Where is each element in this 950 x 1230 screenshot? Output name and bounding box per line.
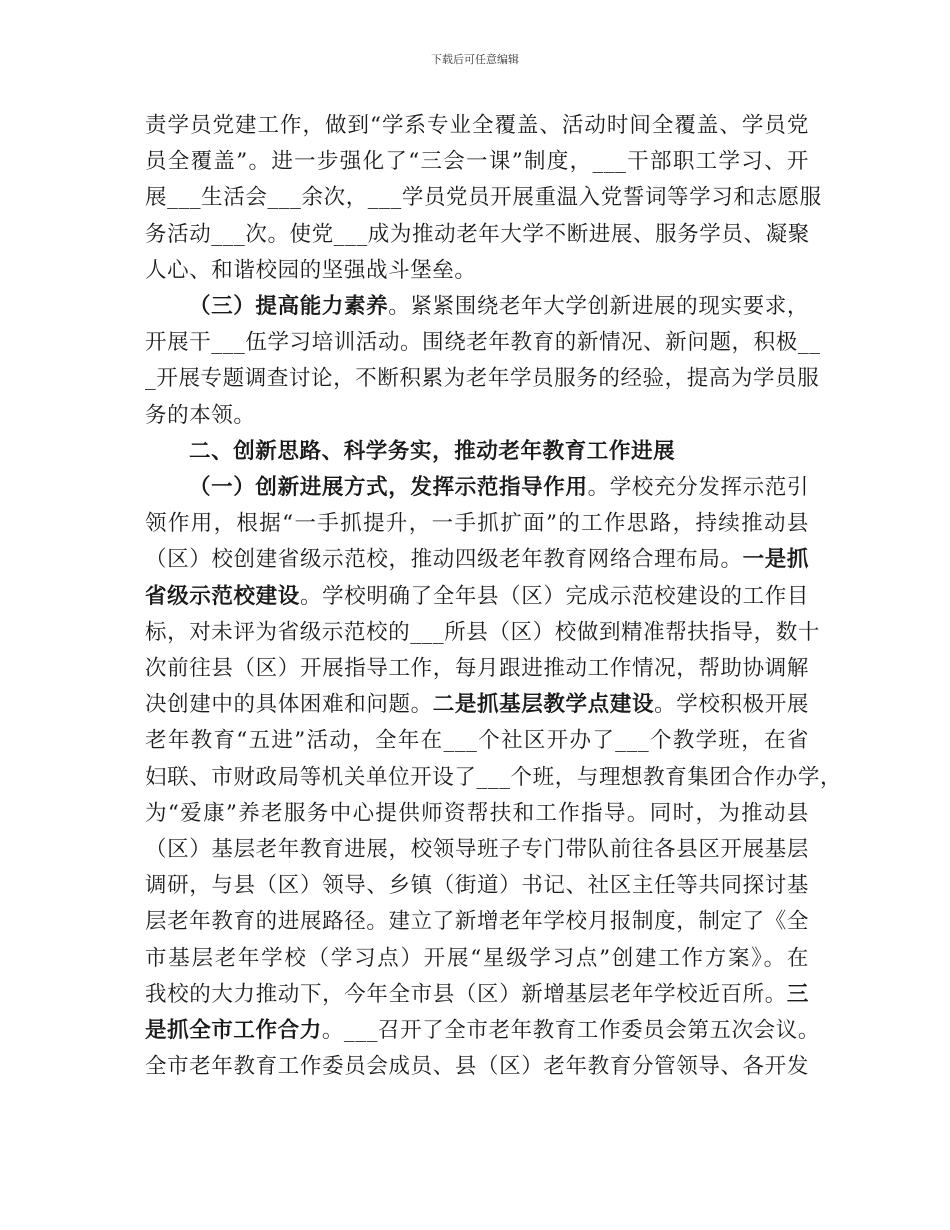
bold-text-run: 三	[786, 981, 809, 1007]
text-run: 。学校积极开展	[654, 692, 809, 718]
text-line	[145, 470, 809, 506]
text-run: 标，对未评为省级示范校的___所县（区）校做到精准帮扶指导，数十	[145, 619, 820, 645]
text-line	[145, 253, 809, 289]
text-run: 人心、和谐校园的坚强战斗堡垒。	[145, 257, 477, 283]
text-run: 调研，与县（区）领导、乡镇（街道）书记、社区主任等共同探讨基	[145, 873, 809, 899]
bold-text-run: 一是抓	[742, 547, 809, 573]
text-run: 我校的大力推动下，今年全市县（区）新增基层老年学校近百所。	[145, 981, 787, 1007]
text-line	[145, 434, 809, 470]
text-line	[145, 760, 843, 796]
text-run: 务的本领。	[145, 402, 256, 428]
text-run: 责学员党建工作，做到“学系专业全覆盖、活动时间全覆盖、学员党	[145, 113, 809, 138]
text-line	[145, 687, 809, 723]
text-line	[145, 868, 809, 904]
text-line	[145, 398, 809, 434]
text-line	[145, 723, 809, 759]
text-run: _开展专题调查讨论，不断积累为老年学员服务的经验，提高为学员服	[145, 366, 820, 392]
text-run: 。学校明确了全年县（区）完成示范校建设的工作目	[299, 583, 810, 609]
text-run: 市基层老年学校（学习点）开展“星级学习点”创建工作方案》。在	[145, 945, 809, 971]
text-run: 。紧紧围绕老年大学创新进展的现实要求，	[388, 294, 809, 320]
text-line	[145, 108, 809, 144]
text-line	[145, 977, 809, 1013]
text-run: 展___生活会___余次，___学员党员开展重温入党誓词等学习和志愿服	[145, 185, 822, 211]
text-line	[145, 180, 822, 216]
text-run: 员全覆盖”。进一步强化了“三会一课”制度，___干部职工学习、开	[145, 149, 809, 175]
bold-text-run: 是抓全市工作合力	[145, 1018, 322, 1044]
text-line	[145, 289, 809, 325]
text-run: （区）校创建省级示范校，推动四级老年教育网络合理布局。	[145, 547, 743, 573]
text-line	[145, 144, 809, 180]
text-line	[145, 361, 820, 397]
text-run: （区）基层老年教育进展，校领导班子专门带队前往各县区开展基层	[145, 837, 809, 863]
text-line	[145, 832, 809, 868]
text-run: 层老年教育的进展路径。建立了新增老年学校月报制度，制定了《全	[145, 909, 809, 935]
text-run: 。学校充分发挥示范引	[587, 475, 809, 501]
text-run: 妇联、市财政局等机关单位开设了___个班，与理想教育集团合作办学，	[145, 764, 843, 790]
text-run: 开展干___伍学习培训活动。围绕老年教育的新情况、新问题，积极__	[145, 330, 821, 356]
text-line	[145, 325, 821, 361]
bold-text-run: （一）创新进展方式，发挥示范指导作用	[189, 475, 588, 501]
text-line	[145, 615, 820, 651]
text-line	[145, 217, 809, 253]
text-line	[145, 651, 809, 687]
text-run: 老年教育“五进”活动，全年在___个社区开办了___个教学班，在省	[145, 728, 809, 754]
text-line	[145, 542, 809, 578]
bold-text-run: 二、创新思路、科学务实，推动老年教育工作进展	[189, 438, 676, 464]
bold-text-run: 省级示范校建设	[145, 583, 300, 609]
text-line	[145, 796, 809, 832]
bold-text-run: （三）提高能力素养	[189, 294, 389, 320]
bold-text-run: 二是抓基层教学点建设	[432, 692, 655, 718]
page-header: 下载后可任意编辑	[431, 53, 519, 66]
text-line	[145, 904, 809, 940]
text-line	[145, 1049, 809, 1085]
document-body	[145, 108, 843, 1085]
text-run: 次前往县（区）开展指导工作，每月跟进推动工作情况，帮助协调解	[145, 656, 809, 682]
text-run: 领作用，根据“一手抓提升，一手抓扩面”的工作思路，持续推动县	[145, 511, 809, 537]
text-run: 决创建中的具体困难和问题。	[145, 692, 433, 718]
text-line	[145, 506, 809, 542]
text-line	[145, 1013, 820, 1049]
text-run: 全市老年教育工作委员会成员、县（区）老年教育分管领导、各开发	[145, 1054, 809, 1080]
text-line	[145, 941, 809, 977]
text-run: 。___召开了全市老年教育工作委员会第五次会议。	[321, 1018, 820, 1044]
text-run: 务活动___次。使党___成为推动老年大学不断进展、服务学员、凝聚	[145, 221, 810, 247]
text-run: 为“爱康”养老服务中心提供师资帮扶和工作指导。同时，为推动县	[145, 800, 809, 826]
text-line	[145, 579, 809, 615]
